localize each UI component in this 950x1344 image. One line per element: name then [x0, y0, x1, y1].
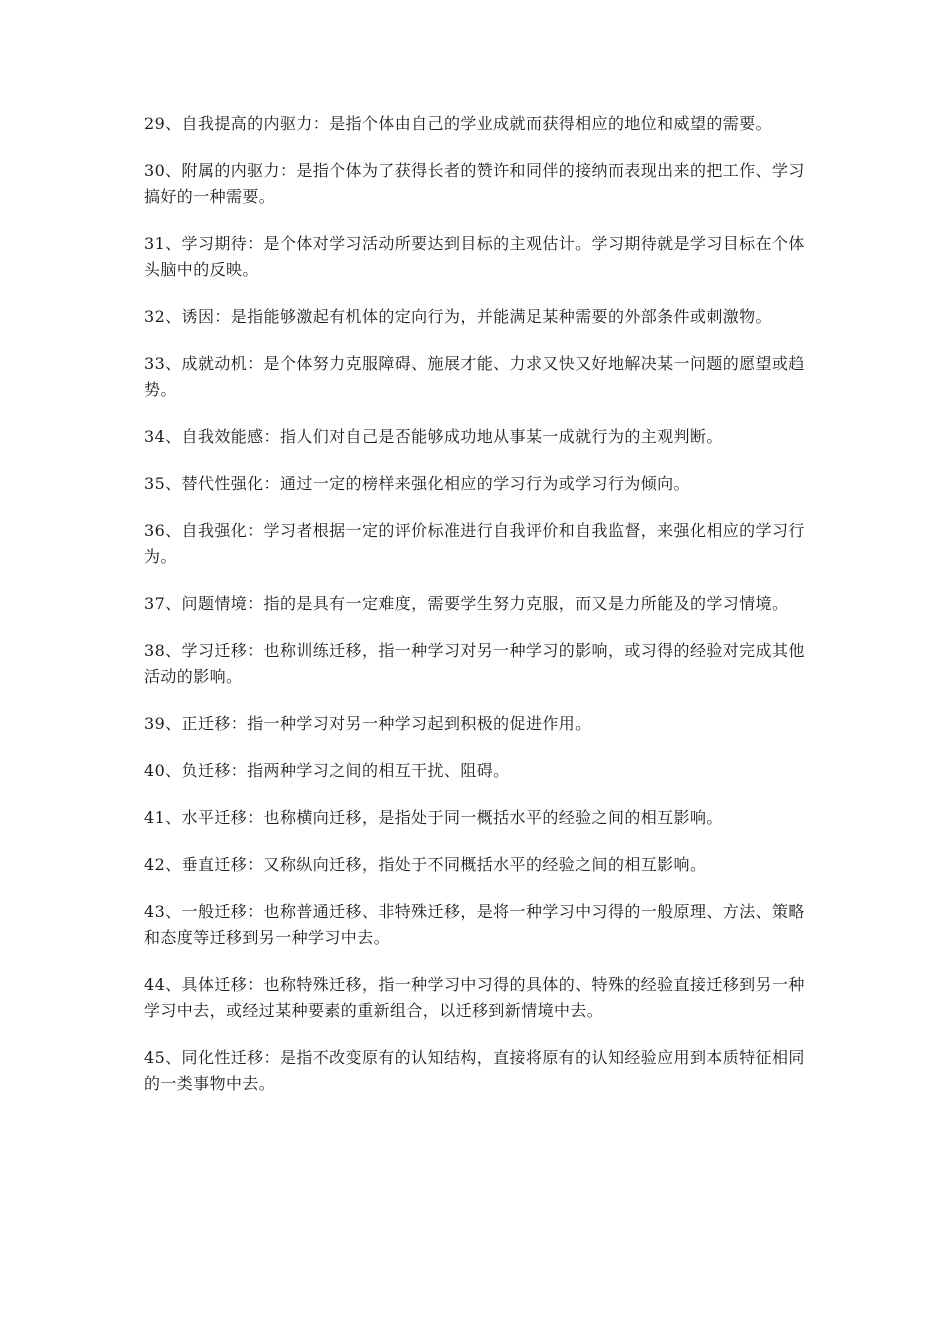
glossary-entry-31: 31、学习期待：是个体对学习活动所要达到目标的主观估计。学习期待就是学习目标在个体头脑中的反映。 [144, 234, 805, 279]
glossary-entry-36: 36、自我强化：学习者根据一定的评价标准进行自我评价和自我监督，来强化相应的学习行为。 [144, 521, 805, 566]
glossary-entry-37: 37、问题情境：指的是具有一定难度，需要学生努力克服，而又是力所能及的学习情境。 [144, 594, 789, 613]
glossary-entry-33: 33、成就动机：是个体努力克服障碍、施展才能、力求又快又好地解决某一问题的愿望或趋势。 [144, 354, 805, 399]
glossary-list [144, 111, 816, 1118]
glossary-entry-45: 45、同化性迁移：是指不改变原有的认知结构，直接将原有的认知经验应用到本质特征相同的一类事物中去。 [144, 1048, 805, 1093]
glossary-entry-32: 32、诱因：是指能够激起有机体的定向行为，并能满足某种需要的外部条件或刺激物。 [144, 307, 772, 326]
glossary-entry-42: 42、垂直迁移：又称纵向迁移，指处于不同概括水平的经验之间的相互影响。 [144, 855, 707, 874]
glossary-entry-44: 44、具体迁移：也称特殊迁移，指一种学习中习得的具体的、特殊的经验直接迁移到另一种学习中去，或经过某种要素的重新组合，以迁移到新情境中去。 [144, 975, 805, 1020]
glossary-entry-43: 43、一般迁移：也称普通迁移、非特殊迁移，是将一种学习中习得的一般原理、方法、策略和态度等迁移到另一种学习中去。 [144, 902, 805, 947]
glossary-entry-34: 34、自我效能感：指人们对自己是否能够成功地从事某一成就行为的主观判断。 [144, 427, 723, 446]
glossary-entry-39: 39、正迁移：指一种学习对另一种学习起到积极的促进作用。 [144, 714, 592, 733]
glossary-entry-40: 40、负迁移：指两种学习之间的相互干扰、阻碍。 [144, 761, 510, 780]
glossary-entry-29: 29、自我提高的内驱力：是指个体由自己的学业成就而获得相应的地位和威望的需要。 [144, 114, 772, 133]
glossary-entry-35: 35、替代性强化：通过一定的榜样来强化相应的学习行为或学习行为倾向。 [144, 474, 690, 493]
glossary-entry-41: 41、水平迁移：也称横向迁移，是指处于同一概括水平的经验之间的相互影响。 [144, 808, 723, 827]
glossary-entry-38: 38、学习迁移：也称训练迁移，指一种学习对另一种学习的影响，或习得的经验对完成其他活动的影响。 [144, 641, 805, 686]
glossary-entry-30: 30、附属的内驱力：是指个体为了获得长者的赞许和同伴的接纳而表现出来的把工作、学习搞好的一种需要。 [144, 161, 805, 206]
